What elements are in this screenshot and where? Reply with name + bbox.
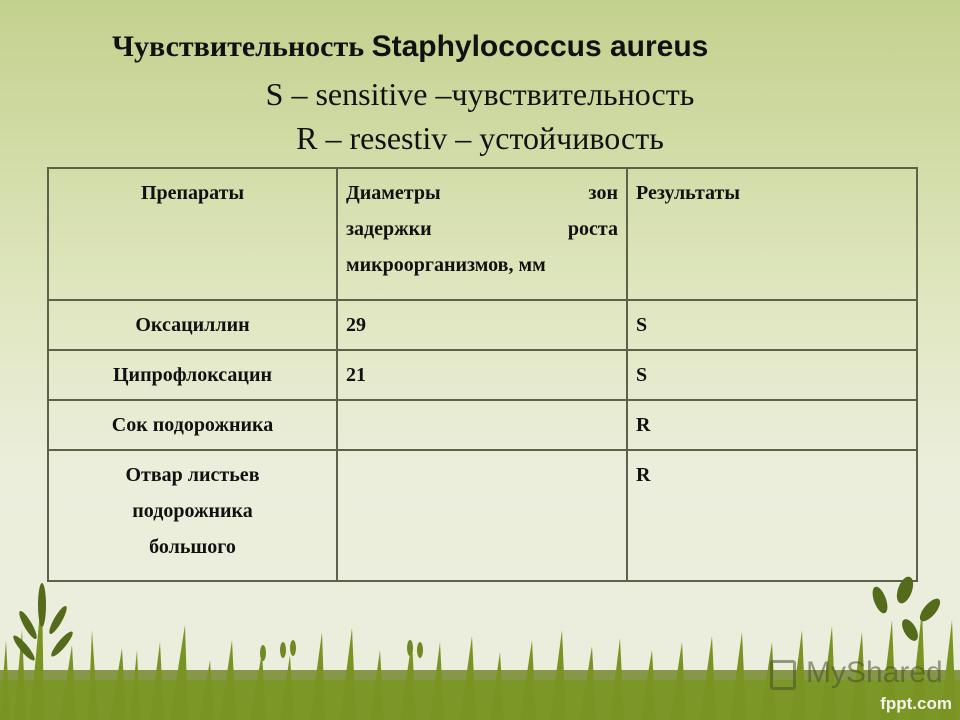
- header-diameter-line: [346, 247, 618, 283]
- header-text: роста: [567, 218, 618, 240]
- cell-result: S: [627, 350, 917, 400]
- header-text: зон: [588, 182, 618, 204]
- title-heading: [112, 30, 708, 64]
- header-diameter: [337, 168, 627, 300]
- cell-drug: [48, 450, 337, 581]
- table-header-row: [48, 168, 917, 300]
- sensitivity-table: [47, 167, 918, 582]
- myshared-watermark: MyShared: [806, 656, 943, 689]
- grass-decoration: [0, 570, 960, 720]
- cell-drug: Оксациллин: [48, 300, 337, 350]
- table-row: [48, 350, 917, 400]
- myshared-logo-icon: [770, 660, 796, 690]
- table-row: [48, 400, 917, 450]
- cell-result: R: [627, 400, 917, 450]
- cell-diameter: 29: [337, 300, 627, 350]
- drug-line: Отвар листьев: [125, 464, 260, 486]
- legend-resistant: R – resestiv – устойчивость: [296, 120, 664, 156]
- cell-result: R: [627, 450, 917, 581]
- cell-diameter: [337, 450, 627, 581]
- legend-sensitive: S – sensitive –чувствительность: [265, 76, 695, 112]
- header-diameter-line: [346, 211, 618, 247]
- cell-diameter: 21: [337, 350, 627, 400]
- fppt-watermark: fppt.com: [880, 694, 952, 713]
- cell-drug: Сок подорожника: [48, 400, 337, 450]
- header-drugs: Препараты: [48, 168, 337, 300]
- drug-line: большого: [149, 536, 236, 558]
- cell-diameter: [337, 400, 627, 450]
- header-results: Результаты: [627, 168, 917, 300]
- title-ru: Чувствительность: [112, 30, 365, 63]
- header-text: микроорганизмов, мм: [346, 254, 546, 276]
- drug-line: подорожника: [132, 500, 253, 522]
- header-text: задержки: [346, 218, 432, 240]
- cell-drug: Ципрофлоксацин: [48, 350, 337, 400]
- header-diameter-line: [346, 175, 618, 211]
- cell-result: S: [627, 300, 917, 350]
- header-text: Диаметры: [346, 182, 441, 204]
- title-organism: Staphylococcus aureus: [371, 30, 709, 63]
- table-row: [48, 450, 917, 581]
- table-row: [48, 300, 917, 350]
